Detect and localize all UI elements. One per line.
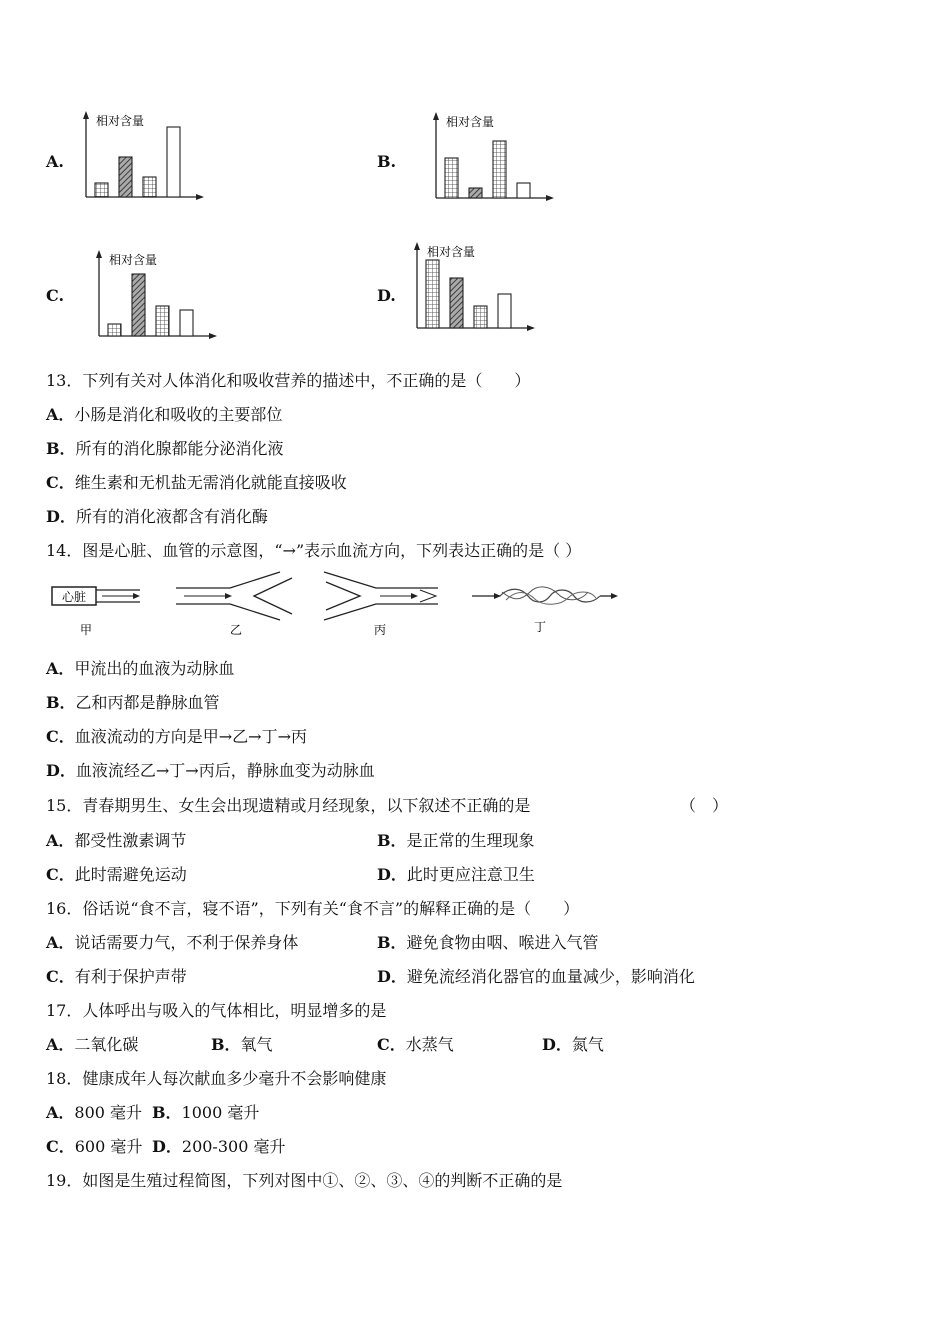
option-letter: B．: [377, 933, 407, 952]
q14-stem: 14．图是心脏、血管的示意图，“→”表示血流方向，下列表达正确的是（ ）: [46, 541, 582, 560]
option-letter: D．: [377, 967, 407, 986]
y-axis-arrow: [433, 112, 439, 120]
option-text: 甲流出的血液为动脉血: [74, 659, 235, 678]
option-letter: A．: [46, 405, 75, 424]
q18-option-c: [46, 1134, 142, 1157]
y-axis-label: 相对含量: [446, 115, 495, 129]
option-letter: A．: [46, 659, 75, 678]
chart-b: [433, 112, 554, 201]
q15-option-d: [377, 862, 535, 885]
y-axis-label: 相对含量: [109, 253, 158, 267]
chart-bar-1: [426, 260, 439, 328]
option-letter: B．: [377, 831, 407, 850]
option-letter: C．: [46, 967, 75, 986]
y-axis-label: 相对含量: [427, 245, 476, 259]
option-text: 此时更应注意卫生: [406, 865, 535, 884]
q17-option-c: [377, 1032, 454, 1055]
option-letter: B．: [152, 1103, 182, 1122]
x-axis-arrow: [209, 333, 217, 339]
chart-bar-2: [119, 157, 132, 197]
option-text: 有利于保护声带: [74, 967, 187, 986]
chart-a: [83, 111, 204, 200]
q13-option-b: [46, 436, 284, 459]
option-letter: D．: [377, 865, 407, 884]
q19-stem: 19．如图是生殖过程简图，下列对图中①、②、③、④的判断不正确的是: [46, 1171, 563, 1190]
q14-option-c: [46, 724, 307, 747]
option-letter: D．: [46, 761, 76, 780]
q16-stem: 16．俗话说“食不言，寝不语”，下列有关“食不言”的解释正确的是（ ）: [46, 899, 580, 918]
chart-bar-3: [493, 141, 506, 198]
chart-bar-1: [95, 183, 108, 197]
option-text: 血液流经乙→丁→丙后，静脉血变为动脉血: [75, 761, 375, 780]
chart-c: [96, 250, 217, 339]
option-text: 氮气: [571, 1035, 604, 1054]
chart-bar-3: [474, 306, 487, 328]
y-axis-label: 相对含量: [96, 114, 145, 128]
capillary-ding-diagram: [472, 587, 618, 604]
chart-bar-2: [450, 278, 463, 328]
option-letter: C．: [377, 1035, 406, 1054]
q14-option-d: [46, 758, 375, 781]
option-letter: C．: [46, 1137, 75, 1156]
option-text: 小肠是消化和吸收的主要部位: [74, 405, 283, 424]
option-letter: C．: [46, 473, 75, 492]
chart-bar-4: [498, 294, 511, 328]
q16-option-a: [46, 930, 298, 953]
chart-bar-2: [132, 274, 145, 336]
option-letter: C．: [46, 727, 75, 746]
option-text: 所有的消化液都含有消化酶: [75, 507, 268, 526]
q15-option-a: [46, 828, 186, 851]
option-text: 1000 毫升: [181, 1103, 260, 1122]
option-letter: B．: [211, 1035, 241, 1054]
y-axis-arrow: [96, 250, 102, 258]
option-letter: A．: [46, 1035, 75, 1054]
vessel-bing-diagram: [324, 572, 438, 620]
option-text: 避免食物由咽、喉进入气管: [406, 933, 599, 952]
option-text: 都受性激素调节: [74, 831, 187, 850]
chart-a-option-label: A.: [46, 152, 64, 171]
y-axis-arrow: [83, 111, 89, 119]
chart-bar-4: [517, 183, 530, 198]
option-text: 600 毫升: [74, 1137, 143, 1156]
option-text: 氧气: [240, 1035, 273, 1054]
chart-bar-4: [167, 127, 180, 197]
chart-bar-3: [156, 306, 169, 336]
chart-c-option-label: C.: [46, 286, 65, 305]
q16-option-d: [377, 964, 695, 987]
option-text: 200-300 毫升: [181, 1137, 286, 1156]
q13-option-d: [46, 504, 268, 527]
option-text: 二氧化碳: [74, 1035, 139, 1054]
vessel-yi-diagram: [176, 572, 292, 620]
q18-option-a: [46, 1100, 142, 1123]
option-letter: D．: [542, 1035, 572, 1054]
option-text: 水蒸气: [405, 1035, 454, 1054]
q14-option-a: [46, 656, 234, 679]
x-axis-arrow: [546, 195, 554, 201]
option-letter: A．: [46, 831, 75, 850]
q16-option-c: [46, 964, 187, 987]
option-letter: A．: [46, 1103, 75, 1122]
q14-vessel-figure: [40, 568, 640, 640]
chart-bar-1: [445, 158, 458, 198]
option-letter: C．: [46, 865, 75, 884]
heart-label: 心脏: [61, 590, 87, 604]
q13-option-a: [46, 402, 282, 425]
label-bing: 丙: [373, 623, 387, 637]
chart-bar-2: [469, 188, 482, 198]
chart-b-option-label: B.: [377, 152, 397, 171]
x-axis-arrow: [196, 194, 204, 200]
option-letter: B．: [46, 439, 76, 458]
q15-answer-paren: （ ）: [680, 796, 729, 815]
option-text: 是正常的生理现象: [406, 831, 535, 850]
option-letter: D．: [152, 1137, 182, 1156]
option-text: 说话需要力气，不利于保养身体: [74, 933, 299, 952]
option-text: 800 毫升: [74, 1103, 143, 1122]
chart-bar-3: [143, 177, 156, 197]
q15-option-c: [46, 862, 187, 885]
q17-option-d: [542, 1032, 604, 1055]
option-text: 维生素和无机盐无需消化就能直接吸收: [74, 473, 347, 492]
q14-option-b: [46, 690, 220, 713]
x-axis-arrow: [527, 325, 535, 331]
chart-d: [414, 242, 535, 331]
option-letter: A．: [46, 933, 75, 952]
chart-d-option-label: D.: [377, 286, 396, 305]
q13-stem: 13．下列有关对人体消化和吸收营养的描述中，不正确的是（ ）: [46, 371, 531, 390]
option-letter: B．: [46, 693, 76, 712]
q16-option-b: [377, 930, 599, 953]
option-text: 血液流动的方向是甲→乙→丁→丙: [74, 727, 307, 746]
q17-stem: 17．人体呼出与吸入的气体相比，明显增多的是: [46, 1001, 387, 1020]
q18-stem: 18．健康成年人每次献血多少毫升不会影响健康: [46, 1069, 387, 1088]
q18-option-d: [152, 1134, 285, 1157]
q13-option-c: [46, 470, 347, 493]
label-ding: 丁: [533, 620, 547, 634]
q18-option-b: [152, 1100, 259, 1123]
chart-bar-4: [180, 310, 193, 336]
y-axis-arrow: [414, 242, 420, 250]
label-yi: 乙: [229, 623, 243, 637]
option-text: 避免流经消化器官的血量减少，影响消化: [406, 967, 695, 986]
option-letter: D．: [46, 507, 76, 526]
q17-option-a: [46, 1032, 138, 1055]
q15-option-b: [377, 828, 535, 851]
label-jia: 甲: [79, 623, 93, 637]
chart-svg-layer: [0, 0, 950, 350]
option-text: 此时需避免运动: [74, 865, 187, 884]
option-text: 乙和丙都是静脉血管: [75, 693, 220, 712]
chart-bar-1: [108, 324, 121, 336]
option-text: 所有的消化腺都能分泌消化液: [75, 439, 284, 458]
q17-option-b: [211, 1032, 273, 1055]
heart-artery-diagram: [52, 587, 140, 605]
q15-stem: 15．青春期男生、女生会出现遗精或月经现象，以下叙述不正确的是: [46, 796, 531, 815]
